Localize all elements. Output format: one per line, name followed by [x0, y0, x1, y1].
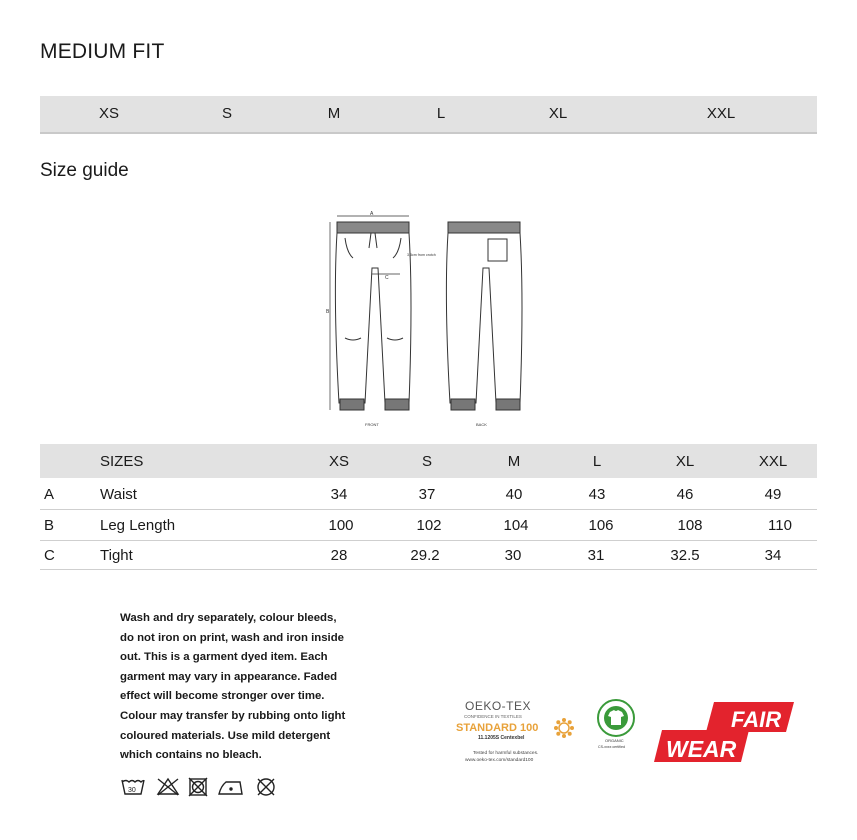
table-cell: 49: [764, 486, 782, 503]
oeko-tex-logo: [440, 698, 580, 768]
table-cell: 100: [328, 517, 354, 534]
table-cell: 32.5: [670, 547, 700, 564]
front-label: FRONT: [365, 422, 379, 427]
row-divider: [40, 569, 817, 570]
header-size-s: S: [421, 453, 433, 470]
oeko-code: 11.1205S Centexbel: [478, 735, 525, 741]
svg-text:30: 30: [128, 787, 136, 794]
size-guide-heading: Size guide: [40, 160, 129, 181]
header-size-xxl: XXL: [758, 453, 788, 470]
oeko-tagline: CONFIDENCE IN TEXTILES: [464, 714, 522, 719]
care-line: garment may vary in appearance. Faded: [120, 670, 338, 683]
table-cell: 31: [587, 547, 605, 564]
no-dry-clean-icon: [258, 779, 274, 795]
row-key: A: [44, 486, 55, 503]
row-key: B: [44, 517, 55, 534]
header-size-xs: XS: [328, 453, 350, 470]
table-cell: 106: [588, 517, 614, 534]
care-line: coloured materials. Use mild detergent: [120, 729, 331, 742]
iron-low-icon: [219, 782, 242, 794]
fair-wear-line2: WEAR: [666, 736, 737, 762]
fit-size-l: L: [436, 105, 446, 122]
care-line: effect will become stronger over time.: [120, 690, 325, 703]
oeko-name: OEKO-TEX: [465, 699, 532, 713]
organic-certified-logo: [590, 698, 642, 758]
row-key: C: [44, 547, 55, 564]
header-size-xl: XL: [675, 453, 695, 470]
row-name: Leg Length: [100, 517, 176, 534]
wash-30-icon: [122, 780, 144, 794]
table-cell: 34: [330, 486, 348, 503]
table-cell: 104: [503, 517, 529, 534]
row-divider: [40, 509, 817, 510]
row-name: Tight: [100, 547, 133, 564]
table-cell: 110: [768, 517, 792, 534]
oeko-flower-icon: [554, 718, 574, 738]
fit-size-m: M: [327, 105, 341, 122]
table-cell: 29.2: [410, 547, 440, 564]
no-bleach-icon: [158, 779, 178, 795]
care-instructions: [120, 609, 360, 766]
dim-label-a: A: [370, 211, 374, 217]
back-pants-drawing: [446, 222, 522, 410]
page-title: MEDIUM FIT: [40, 40, 165, 63]
crotch-note: 3,5cm from crotch: [407, 253, 436, 257]
care-line: Colour may transfer by rubbing onto light: [120, 709, 346, 722]
dim-label-b: B: [326, 309, 330, 315]
organic-caption-2: CS-xxxx certified: [598, 745, 625, 749]
table-cell: 108: [677, 517, 703, 534]
row-name: Waist: [100, 486, 137, 503]
table-cell: 37: [418, 486, 436, 503]
row-divider: [40, 540, 817, 541]
front-pants-drawing: [330, 216, 411, 410]
fit-size-xs: XS: [98, 105, 120, 122]
organic-caption-1: ORGANIC: [605, 738, 624, 743]
fit-size-xl: XL: [548, 105, 568, 122]
oeko-url: www.oeko-tex.com/standard100: [465, 758, 534, 763]
fair-wear-logo: [654, 700, 794, 764]
table-cell: 43: [588, 486, 606, 503]
oeko-standard: STANDARD 100: [456, 722, 539, 734]
table-cell: 102: [416, 517, 442, 534]
fit-size-s: S: [221, 105, 233, 122]
care-line: which contains no bleach.: [120, 749, 262, 762]
care-symbols: [120, 776, 290, 798]
back-label: BACK: [476, 422, 487, 427]
table-cell: 30: [504, 547, 522, 564]
oeko-tested: Tested for harmful substances.: [473, 751, 539, 756]
no-tumble-dry-icon: [189, 778, 207, 796]
table-cell: 46: [676, 486, 694, 503]
header-size-m: M: [507, 453, 521, 470]
header-size-l: L: [592, 453, 602, 470]
table-cell: 28: [330, 547, 348, 564]
care-line: do not iron on print, wash and iron inside: [120, 631, 345, 644]
fit-size-xxl: XXL: [706, 105, 736, 122]
dim-label-c: C: [385, 275, 389, 281]
care-line: Wash and dry separately, colour bleeds,: [120, 612, 337, 624]
pants-technical-drawing: [325, 208, 525, 432]
header-label: SIZES: [100, 453, 144, 470]
fair-wear-line1: FAIR: [731, 707, 782, 732]
table-cell: 34: [764, 547, 782, 564]
fit-size-bar: [40, 96, 817, 134]
table-cell: 40: [505, 486, 523, 503]
care-line: out. This is a garment dyed item. Each: [120, 651, 328, 664]
